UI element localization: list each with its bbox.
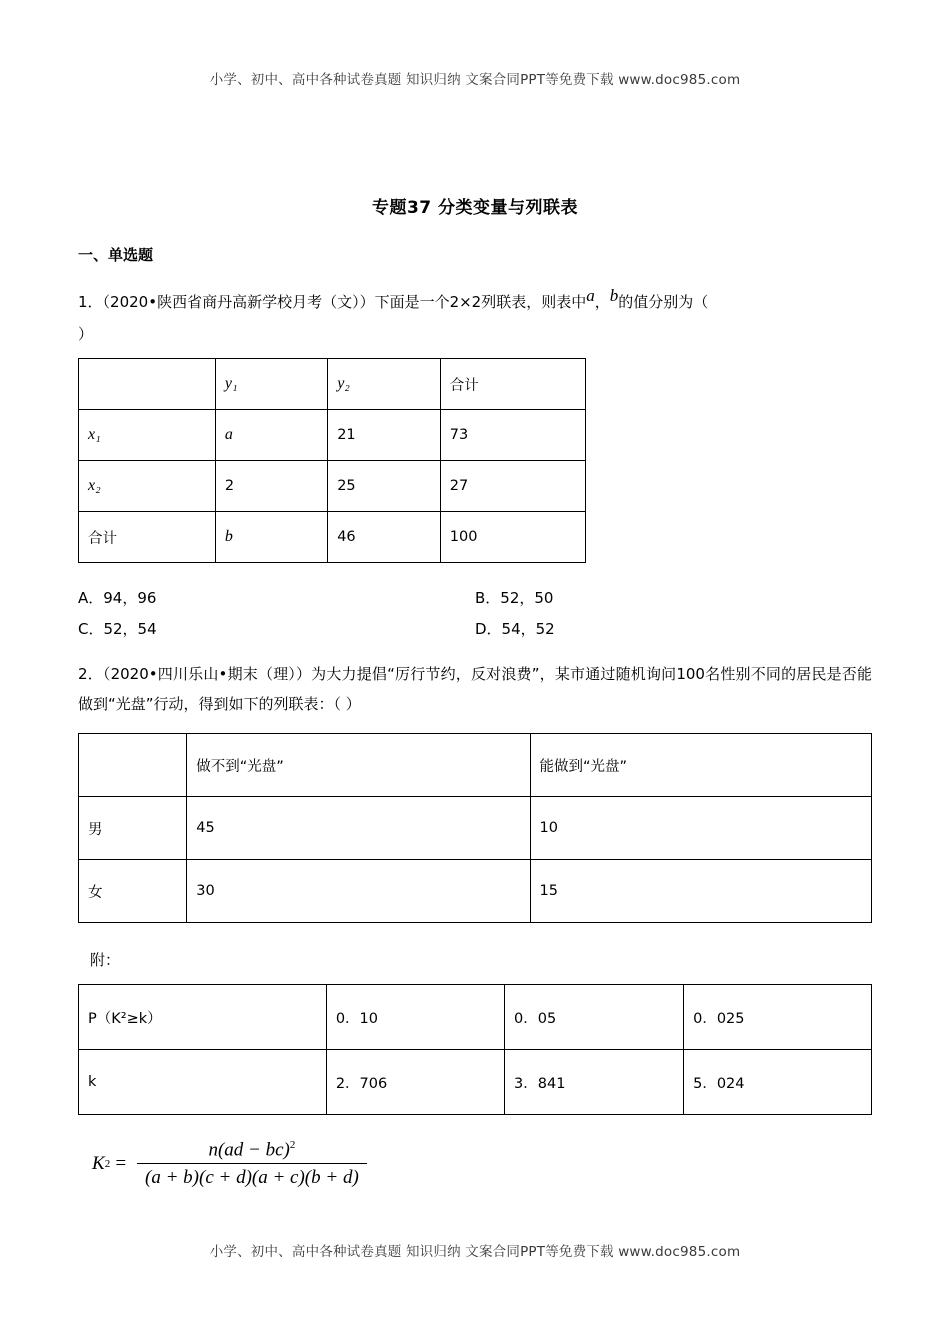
question-1-options (78, 583, 872, 645)
table-row (79, 985, 872, 1050)
table-cell: 女 (79, 860, 187, 923)
comma-separator: ， (594, 293, 610, 311)
table-cell: 73 (440, 410, 585, 461)
table-cell: 46 (328, 512, 441, 563)
row-label-x2: x₂ (88, 477, 101, 494)
table-cell (215, 359, 327, 410)
question-1-text (78, 281, 872, 317)
option-b[interactable]: B．52，50 (475, 589, 554, 607)
variable-a: a (586, 286, 595, 305)
watermark-bottom: 小学、初中、高中各种试卷真题 知识归纳 文案合同PPT等免费下载 www.doc985.com (209, 1244, 741, 1260)
table-cell: 0．10 (326, 985, 504, 1050)
table-cell: 100 (440, 512, 585, 563)
table-cell: 25 (328, 461, 441, 512)
table-cell: 做不到“光盘” (187, 734, 530, 797)
table-cell (79, 734, 187, 797)
table-cell: k (79, 1050, 327, 1115)
table-row (79, 410, 586, 461)
option-row (78, 614, 872, 645)
table-row (79, 359, 586, 410)
question-2-text: 2．（2020•四川乐山•期末（理））为大力提倡“厉行节约，反对浪费”，某市通过随机询问100名性别不同的居民是否能做到“光盘”行动，得到如下的列联表：（ ） (78, 665, 872, 713)
header-y1: y₁ (224, 375, 238, 392)
table-row (79, 734, 872, 797)
table-row (79, 1050, 872, 1115)
watermark-top: 小学、初中、高中各种试卷真题 知识归纳 文案合同PPT等免费下载 www.doc985.com (209, 72, 741, 88)
table-cell: 10 (530, 797, 871, 860)
formula-fraction (137, 1139, 367, 1189)
table-cell (79, 410, 216, 461)
table-row (79, 512, 586, 563)
formula-numerator (200, 1139, 303, 1163)
table-cell: P（K²≥k） (79, 985, 327, 1050)
table-cell (215, 512, 327, 563)
table-cell: 男 (79, 797, 187, 860)
contingency-table-2 (78, 733, 872, 923)
table-cell: 3．841 (505, 1050, 684, 1115)
question-1-stem-tail: 的值分别为（ (618, 293, 709, 311)
formula-equals: = (114, 1153, 128, 1175)
question-1-close-paren: ） (78, 325, 94, 343)
option-d[interactable]: D．54，52 (475, 620, 555, 638)
table-cell: 合计 (440, 359, 585, 410)
table-cell: 21 (328, 410, 441, 461)
numerator-exponent: 2 (289, 1139, 296, 1151)
option-a[interactable]: A．94，96 (78, 589, 157, 607)
formula-lhs: K (92, 1153, 105, 1175)
table-row (79, 797, 872, 860)
table-cell: 2．706 (326, 1050, 504, 1115)
appendix-label: 附： (90, 951, 121, 969)
formula-denominator: (a + b)(c + d)(a + c)(b + d) (137, 1163, 367, 1189)
table-cell: 27 (440, 461, 585, 512)
table-cell: 5．024 (684, 1050, 872, 1115)
page-title: 专题37 分类变量与列联表 (371, 198, 579, 218)
table-row (79, 860, 872, 923)
table-cell: 0．05 (505, 985, 684, 1050)
table-cell: 30 (187, 860, 530, 923)
table-cell (79, 359, 216, 410)
table-cell: 45 (187, 797, 530, 860)
header-y2: y₂ (337, 375, 350, 392)
critical-values-table (78, 984, 872, 1115)
table-cell: 2 (215, 461, 327, 512)
table-cell: 合计 (79, 512, 216, 563)
table-cell (79, 461, 216, 512)
option-row (78, 583, 872, 614)
contingency-table-1 (78, 358, 586, 563)
table-cell (215, 410, 327, 461)
table-cell: 能做到“光盘” (530, 734, 871, 797)
cell-a: a (224, 426, 233, 443)
variable-b: b (609, 286, 619, 305)
k-squared-formula (92, 1139, 872, 1189)
table-row (79, 461, 586, 512)
question-1-stem: 1．（2020•陕西省商丹高新学校月考（文））下面是一个2×2列联表，则表中 (78, 293, 587, 311)
row-label-x1: x₁ (88, 426, 101, 443)
section-heading: 一、单选题 (78, 246, 154, 264)
table-cell: 0．025 (684, 985, 872, 1050)
option-c[interactable]: C．52，54 (78, 620, 157, 638)
formula-lhs-exponent: 2 (104, 1158, 111, 1171)
numerator-text: n(ad − bc) (208, 1139, 290, 1161)
cell-b: b (224, 528, 233, 545)
table-cell (328, 359, 441, 410)
table-cell: 15 (530, 860, 871, 923)
